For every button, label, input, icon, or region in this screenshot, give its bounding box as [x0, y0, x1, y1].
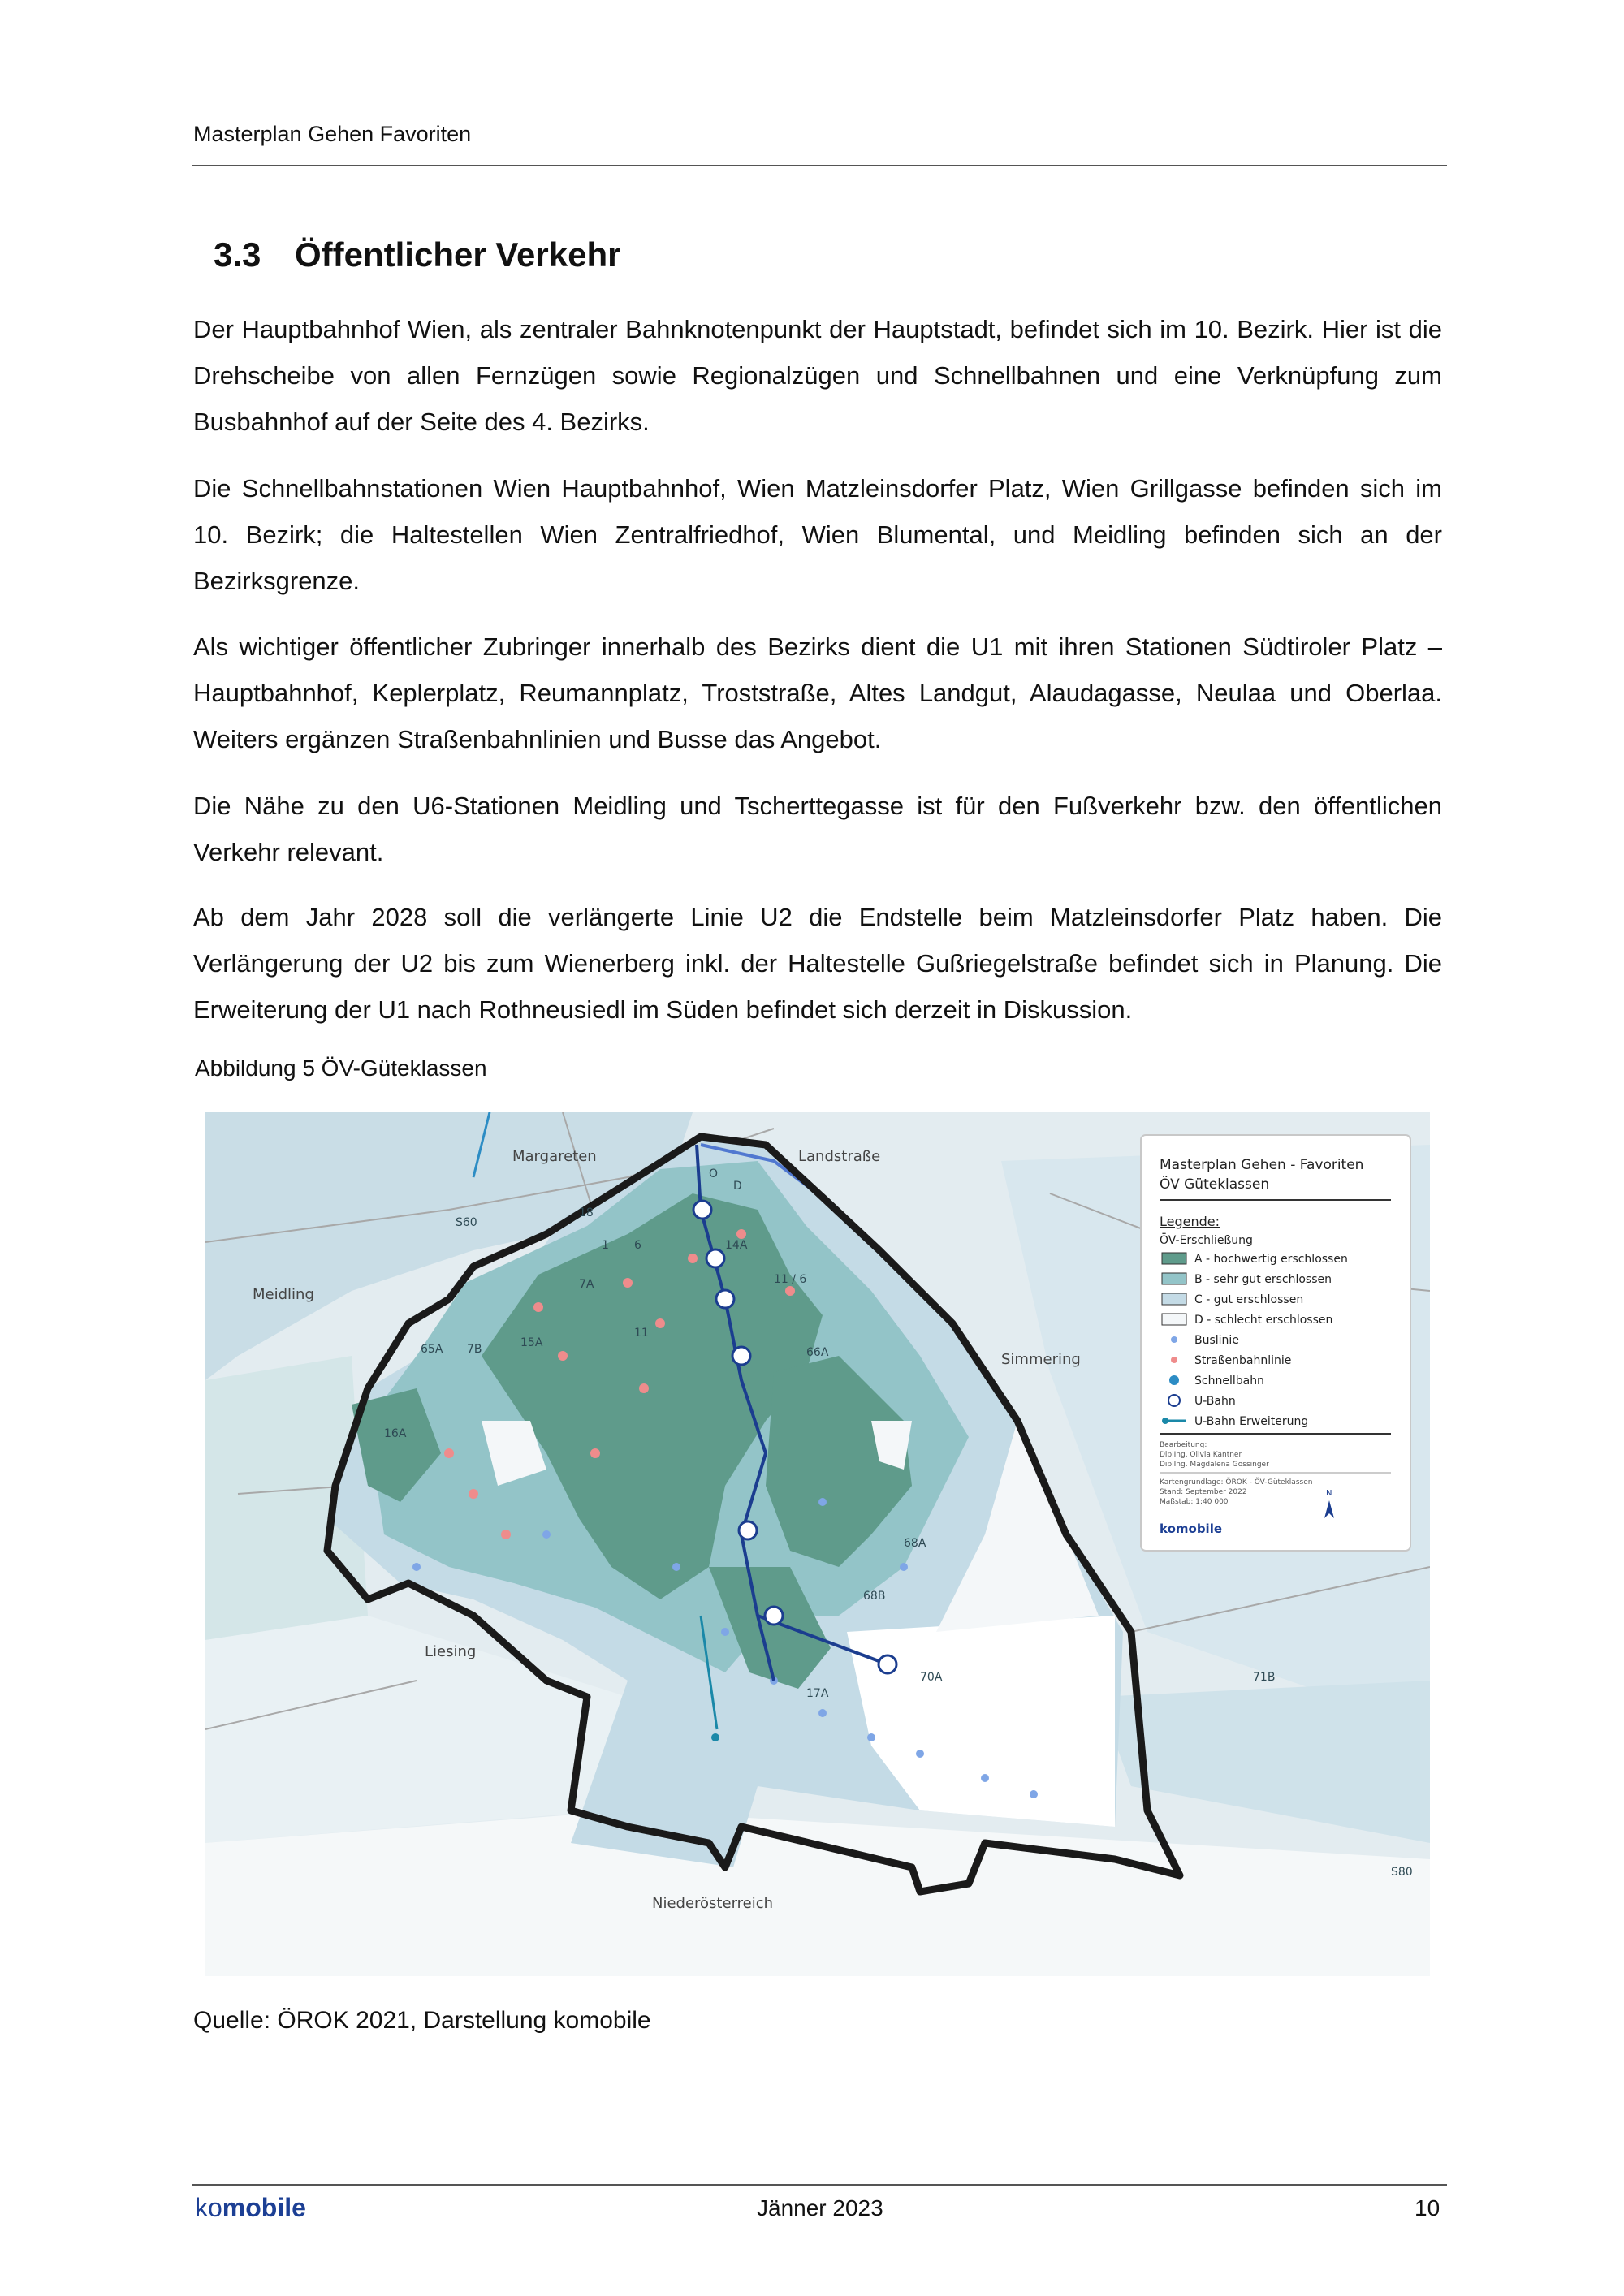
- line-label: 66A: [806, 1346, 829, 1359]
- legend-credits: DiplIng. Magdalena Gössinger: [1160, 1461, 1269, 1469]
- legend-item-b: B - sehr gut erschlossen: [1194, 1273, 1332, 1286]
- logo-mobile: mobile: [222, 2193, 306, 2222]
- paragraph-u2-extension: Ab dem Jahr 2028 soll die verlängerte Linie U2 die Endstelle beim Matzleinsdorfer Platz haben. Die Verlängerung der U2 bis zum Wienerberg inkl. der Haltestelle Gußriegelstraße befindet sich in Planung. Die Erweiterung der U1 nach Rothneusiedl im Süden befindet sich derzeit in Diskussion.: [193, 903, 1442, 1024]
- line-label: 16A: [384, 1427, 407, 1440]
- legend-line-sbahn: Schnellbahn: [1194, 1375, 1264, 1388]
- line-label: 70A: [920, 1671, 943, 1684]
- paragraph-u1: Als wichtiger öffentlicher Zubringer innerhalb des Bezirks dient die U1 mit ihren Stationen Südtiroler Platz – Hauptbahnhof, Keplerplatz, Reumannplatz, Troststraße, Altes Landgut, Alaudagasse, Neulaa und Oberlaa. Weiters ergänzen Straßenbahnlinien und Busse das Angebot.: [193, 632, 1442, 753]
- line-label: 65A: [421, 1343, 443, 1356]
- paragraph-hauptbahnhof: Der Hauptbahnhof Wien, als zentraler Bahnknotenpunkt der Hauptstadt, befindet sich im 10. Bezirk. Hier ist die Drehscheibe von allen Fernzügen sowie Regionalzügen und Schnellbahnen und eine Verknüpfung zum Busbahnhof auf der Seite des 4. Bezirks.: [193, 315, 1442, 436]
- figure-source: Quelle: ÖROK 2021, Darstellung komobile: [193, 2007, 651, 2034]
- legend-title-2: ÖV Güteklassen: [1160, 1176, 1270, 1193]
- legend-tram-icon: [1171, 1357, 1177, 1363]
- section-number: 3.3: [214, 235, 261, 274]
- legend-item-d: D - schlecht erschlossen: [1194, 1314, 1333, 1327]
- legend-subheading: ÖV-Erschließung: [1160, 1234, 1253, 1247]
- section-heading: [214, 235, 620, 274]
- oev-gueteklassen-map: [205, 1112, 1430, 1976]
- footer-date: Jänner 2023: [757, 2195, 883, 2220]
- line-label: O: [709, 1167, 719, 1180]
- line-label: 14A: [725, 1239, 748, 1252]
- label-liesing: Liesing: [425, 1643, 477, 1660]
- line-label: 18: [579, 1206, 594, 1219]
- line-label: 68B: [863, 1590, 886, 1603]
- komobile-logo: [195, 2193, 306, 2223]
- line-label: 6: [634, 1239, 641, 1252]
- page-number: 10: [1415, 2195, 1440, 2220]
- running-header: Masterplan Gehen Favoriten: [193, 122, 472, 146]
- legend-line-ubahn: U-Bahn: [1194, 1395, 1236, 1408]
- north-label: N: [1326, 1489, 1332, 1498]
- line-label: 17A: [806, 1687, 829, 1700]
- line-label: 1: [602, 1239, 609, 1252]
- logo-ko: ko: [195, 2193, 222, 2222]
- legend-sbahn-icon: [1169, 1375, 1179, 1385]
- line-label: D: [733, 1180, 742, 1193]
- legend-credits: DiplIng. Olivia Kantner: [1160, 1451, 1242, 1459]
- legend-line-bus: Buslinie: [1194, 1334, 1239, 1347]
- legend-line-ubahn-ext: U-Bahn Erweiterung: [1194, 1415, 1309, 1428]
- label-margareten: Margareten: [512, 1148, 597, 1165]
- map-legend: [1141, 1135, 1410, 1551]
- line-label: 7A: [579, 1278, 594, 1291]
- paragraph-u6: Die Nähe zu den U6-Stationen Meidling und Tscherttegasse ist für den Fußverkehr bzw. den öffentlichen Verkehr relevant.: [193, 792, 1442, 866]
- label-meidling: Meidling: [253, 1286, 314, 1303]
- footer-rule: [192, 2184, 1447, 2186]
- label-simmering: Simmering: [1001, 1351, 1081, 1368]
- legend-line-tram: Straßenbahnlinie: [1194, 1354, 1292, 1367]
- line-label: 71B: [1253, 1671, 1276, 1684]
- line-label: 7B: [467, 1343, 482, 1356]
- line-label: S60: [456, 1216, 477, 1229]
- legend-ubahn-icon: [1168, 1395, 1180, 1406]
- legend-ubahn-ext-dot: [1162, 1418, 1168, 1424]
- legend-date: Stand: September 2022: [1160, 1488, 1247, 1496]
- label-landstrasse: Landstraße: [798, 1148, 881, 1165]
- label-niederoesterreich: Niederösterreich: [652, 1895, 774, 1912]
- legend-swatch-c: [1162, 1293, 1186, 1305]
- legend-bus-icon: [1171, 1336, 1177, 1343]
- legend-source: Kartengrundlage: ÖROK - ÖV-Güteklassen: [1160, 1478, 1313, 1487]
- legend-item-c: C - gut erschlossen: [1194, 1293, 1304, 1306]
- legend-brand: komobile: [1160, 1521, 1223, 1536]
- header-rule: [192, 165, 1447, 166]
- line-label: 68A: [904, 1537, 926, 1550]
- legend-item-a: A - hochwertig erschlossen: [1194, 1253, 1348, 1266]
- paragraph-schnellbahn: Die Schnellbahnstationen Wien Hauptbahnhof, Wien Matzleinsdorfer Platz, Wien Grillgasse befinden sich im 10. Bezirk; die Haltestellen Wien Zentralfriedhof, Wien Blumental, und Meidling befinden sich an der Bezirksgrenze.: [193, 474, 1442, 595]
- legend-swatch-b: [1162, 1273, 1186, 1284]
- line-label: 11: [634, 1327, 649, 1340]
- legend-swatch-a: [1162, 1253, 1186, 1264]
- line-label: S80: [1391, 1866, 1413, 1879]
- legend-title-1: Masterplan Gehen - Favoriten: [1160, 1157, 1364, 1173]
- u1-extension-end: [711, 1733, 719, 1741]
- figure-caption: Abbildung 5 ÖV-Güteklassen: [195, 1055, 487, 1081]
- legend-heading: Legende:: [1160, 1214, 1220, 1229]
- line-label: 11 / 6: [774, 1273, 807, 1286]
- legend-swatch-d: [1162, 1314, 1186, 1325]
- line-label: 15A: [520, 1336, 543, 1349]
- legend-scale: Maßstab: 1:40 000: [1160, 1498, 1229, 1506]
- section-title: Öffentlicher Verkehr: [295, 235, 621, 274]
- legend-credits: Bearbeitung:: [1160, 1441, 1207, 1449]
